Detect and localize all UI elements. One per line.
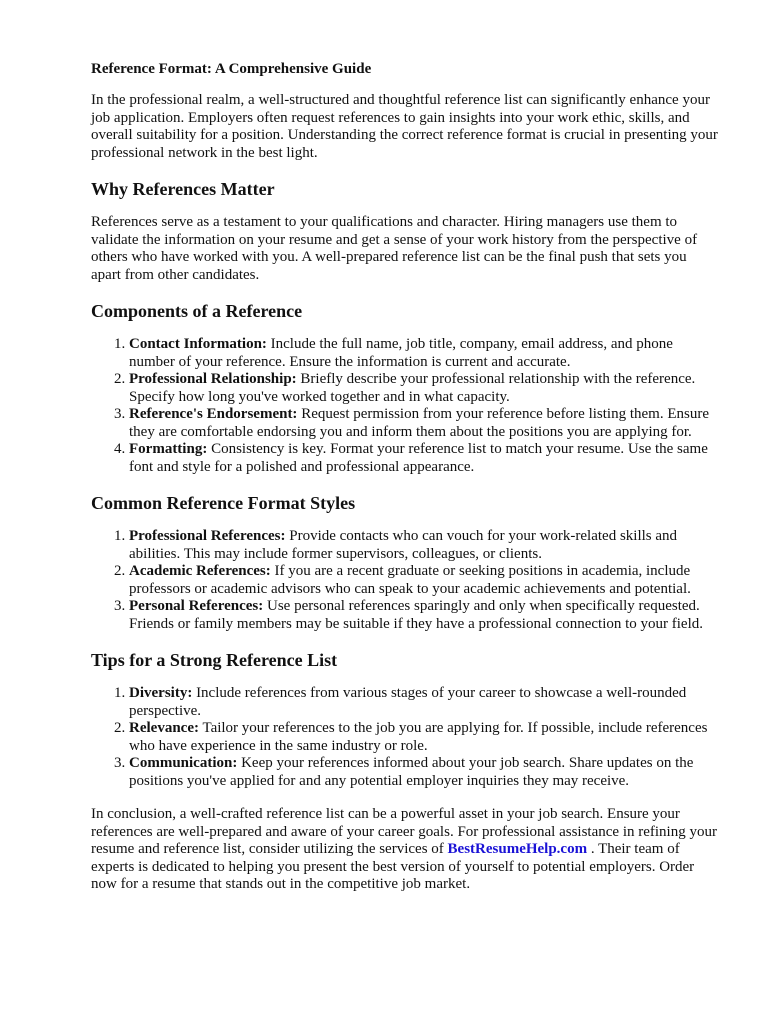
item-text: Include the full name, job title, company, email address, and phone number of your reference. Ensure the information is current and accurate. bbox=[129, 336, 673, 370]
conclusion-text-after: . Their team of experts is dedicated to helping you present the best version of yourself to potential employers. Order now for a resume that stands out in the competitive job market. bbox=[91, 841, 695, 892]
item-text: Consistency is key. Format your reference list to match your resume. Use the same font and style for a polished and professional appearance. bbox=[129, 441, 708, 475]
tips-list bbox=[91, 685, 720, 790]
why-paragraph: References serve as a testament to your qualifications and character. Hiring managers use them to validate the information on your resume and get a sense of your work history from the perspective of others who have worked with you. A well-prepared reference list can be the final push that sets you apart from other candidates. bbox=[91, 214, 698, 283]
item-text: Keep your references informed about your job search. Share updates on the positions you've applied for and any potential employer inquiries they may receive. bbox=[129, 755, 694, 789]
styles-heading: Common Reference Format Styles bbox=[91, 493, 356, 513]
item-text: Include references from various stages of your career to showcase a well-rounded perspective. bbox=[129, 685, 687, 719]
list-item bbox=[129, 685, 720, 720]
list-item bbox=[129, 336, 720, 371]
item-text: Use personal references sparingly and only when specifically requested. Friends or family members may be suitable if they have a professional connection to your field. bbox=[129, 598, 704, 632]
list-item bbox=[129, 406, 720, 441]
list-item bbox=[129, 720, 720, 755]
item-text: Provide contacts who can vouch for your work-related skills and abilities. This may include former supervisors, colleagues, or clients. bbox=[129, 528, 678, 562]
list-item bbox=[129, 755, 720, 790]
list-item bbox=[129, 371, 720, 406]
conclusion-paragraph bbox=[91, 806, 720, 894]
item-text: If you are a recent graduate or seeking positions in academia, include professors or academic advisors who can speak to your academic achievements and potential. bbox=[129, 563, 691, 597]
list-item bbox=[129, 441, 720, 476]
item-term: Diversity: bbox=[129, 685, 193, 701]
intro-paragraph: In the professional realm, a well-structured and thoughtful reference list can significantly enhance your job application. Employers often request references to gain insights into your work ethic, skills, and overall suitability for a position. Understanding the correct reference format is crucial in presenting your professional network in the best light. bbox=[91, 92, 718, 161]
item-term: Academic References: bbox=[129, 563, 271, 579]
item-text: Briefly describe your professional relationship with the reference. Specify how long you've worked together and in what capacity. bbox=[129, 371, 696, 405]
list-item bbox=[129, 528, 720, 563]
item-text: Tailor your references to the job you are applying for. If possible, include references who have experience in the same industry or role. bbox=[129, 720, 708, 754]
components-heading: Components of a Reference bbox=[91, 301, 303, 321]
item-term: Personal References: bbox=[129, 598, 264, 614]
item-term: Relevance: bbox=[129, 720, 199, 736]
conclusion-text-before: In conclusion, a well-crafted reference list can be a powerful asset in your job search. Ensure your references are well-prepared and aware of your career goals. For professional assistance in refining your resume and reference list, consider utilizing the services of bbox=[91, 806, 717, 857]
item-term: Formatting: bbox=[129, 441, 208, 457]
why-heading: Why References Matter bbox=[91, 179, 275, 199]
item-text: Request permission from your reference before listing them. Ensure they are comfortable endorsing you and inform them about the positions you are applying for. bbox=[129, 406, 709, 440]
item-term: Communication: bbox=[129, 755, 238, 771]
document-title: Reference Format: A Comprehensive Guide bbox=[91, 61, 372, 77]
list-item bbox=[129, 598, 720, 633]
item-term: Professional References: bbox=[129, 528, 286, 544]
components-list bbox=[91, 336, 720, 476]
item-term: Contact Information: bbox=[129, 336, 267, 352]
item-term: Reference's Endorsement: bbox=[129, 406, 298, 422]
bestresumehelp-link[interactable]: BestResumeHelp.com bbox=[447, 841, 588, 857]
list-item bbox=[129, 563, 720, 598]
item-term: Professional Relationship: bbox=[129, 371, 297, 387]
styles-list bbox=[91, 528, 720, 633]
tips-heading: Tips for a Strong Reference List bbox=[91, 650, 338, 670]
